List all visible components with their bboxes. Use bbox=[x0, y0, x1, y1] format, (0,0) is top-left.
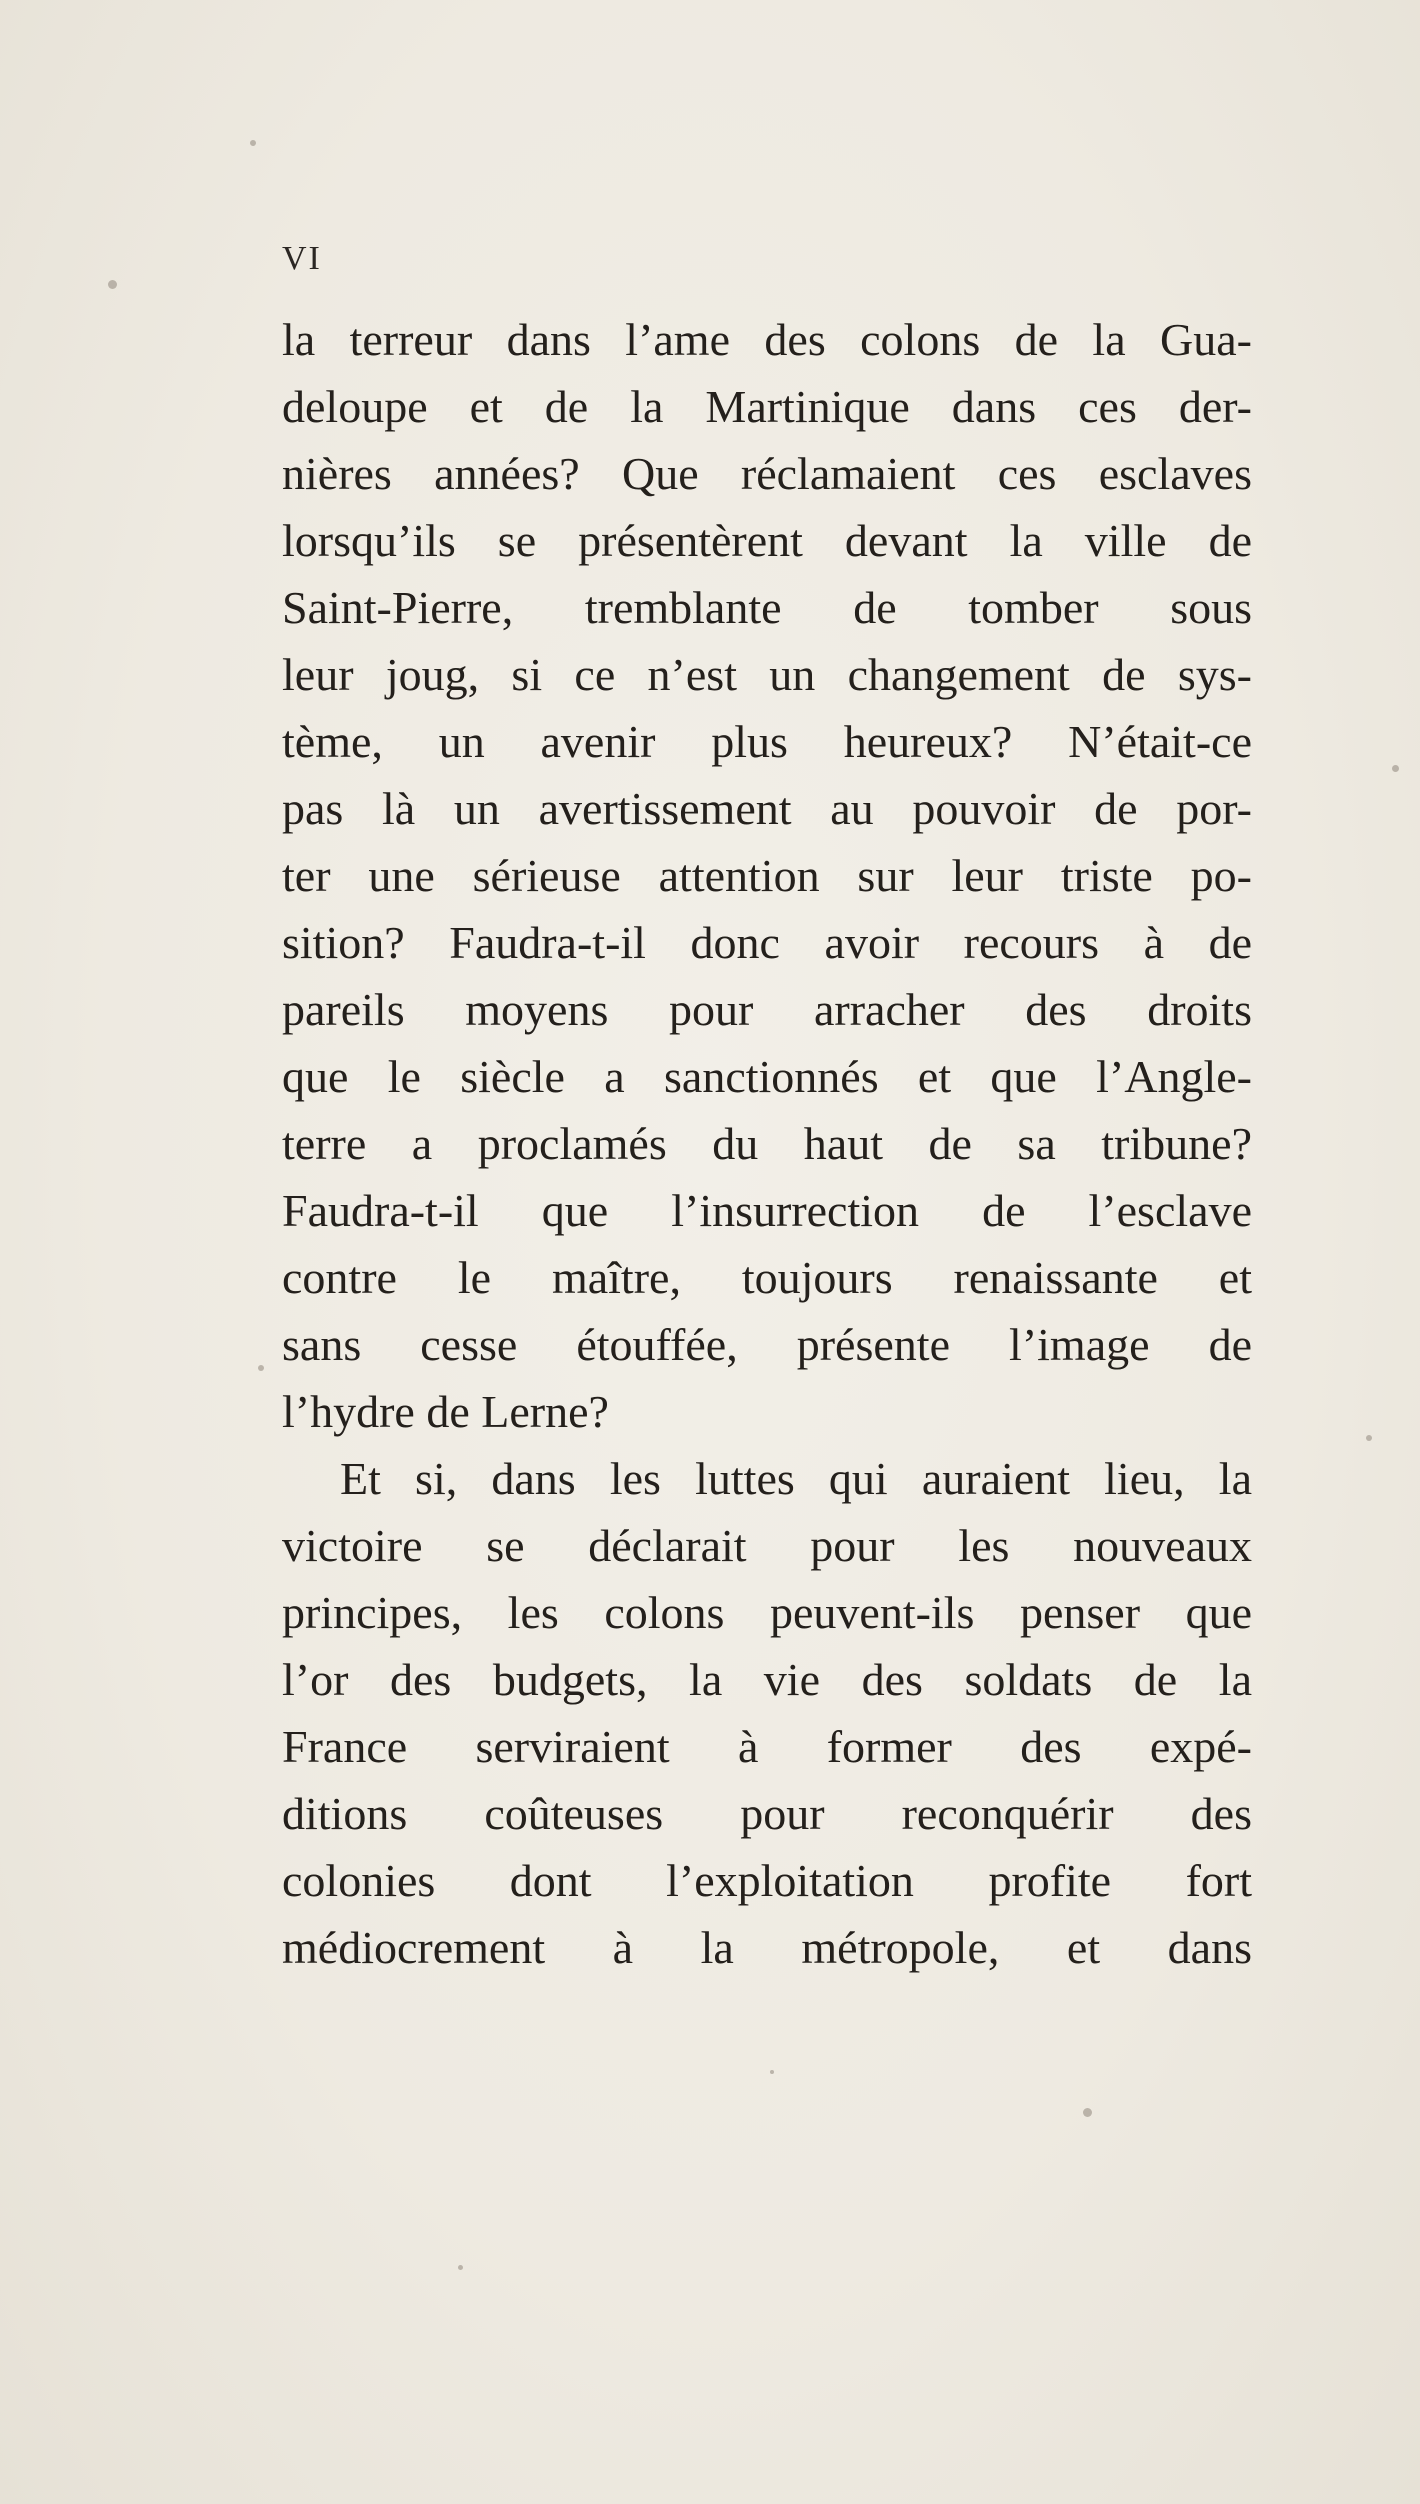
text-line: leur joug, si ce n’est un changement de sys- bbox=[282, 649, 1252, 700]
text-line: l’hydre de Lerne? bbox=[282, 1386, 609, 1437]
page-text bbox=[282, 306, 1252, 2048]
text-line: médiocrement à la métropole, et dans bbox=[282, 1922, 1252, 1973]
text-line bbox=[282, 1981, 1252, 2048]
text-line: la terreur dans l’ame des colons de la Gua- bbox=[282, 314, 1252, 365]
paper-speck bbox=[1083, 2108, 1092, 2117]
text-line: pareils moyens pour arracher des droits bbox=[282, 984, 1252, 1035]
paper-speck bbox=[1392, 765, 1399, 772]
text-line: ditions coûteuses pour reconquérir des bbox=[282, 1788, 1252, 1839]
text-line: sition? Faudra-t-il donc avoir recours à de bbox=[282, 917, 1252, 968]
paper-speck bbox=[458, 2265, 463, 2270]
text-line: contre le maître, toujours renaissante et bbox=[282, 1252, 1252, 1303]
text-line: sans cesse étouffée, présente l’image de bbox=[282, 1319, 1252, 1370]
text-line: Saint-Pierre, tremblante de tomber sous bbox=[282, 582, 1252, 633]
text-line: colonies dont l’exploitation profite fort bbox=[282, 1855, 1252, 1906]
text-line: Faudra-t-il que l’insurrection de l’esclave bbox=[282, 1185, 1252, 1236]
text-line: nières années? Que réclamaient ces esclaves bbox=[282, 448, 1252, 499]
paper-speck bbox=[108, 280, 117, 289]
text-line: ter une sérieuse attention sur leur triste po- bbox=[282, 850, 1252, 901]
text-line: terre a proclamés du haut de sa tribune? bbox=[282, 1118, 1252, 1169]
text-line: lorsqu’ils se présentèrent devant la ville de bbox=[282, 515, 1252, 566]
paper-speck bbox=[258, 1365, 264, 1371]
text-line: deloupe et de la Martinique dans ces der- bbox=[282, 381, 1252, 432]
text-line: principes, les colons peuvent-ils penser que bbox=[282, 1587, 1252, 1638]
paper-speck bbox=[770, 2070, 774, 2074]
text-line: que le siècle a sanctionnés et que l’Angle- bbox=[282, 1051, 1252, 1102]
text-line: victoire se déclarait pour les nouveaux bbox=[282, 1520, 1252, 1571]
text-line: l’or des budgets, la vie des soldats de la bbox=[282, 1654, 1252, 1705]
text-line: France serviraient à former des expé- bbox=[282, 1721, 1252, 1772]
paper-speck bbox=[1366, 1435, 1372, 1441]
text-line: tème, un avenir plus heureux? N’était-ce bbox=[282, 716, 1252, 767]
text-line: Et si, dans les luttes qui auraient lieu, la bbox=[340, 1453, 1252, 1504]
page-number: VI bbox=[282, 240, 322, 277]
paper-speck bbox=[250, 140, 256, 146]
text-line: pas là un avertissement au pouvoir de por- bbox=[282, 783, 1252, 834]
